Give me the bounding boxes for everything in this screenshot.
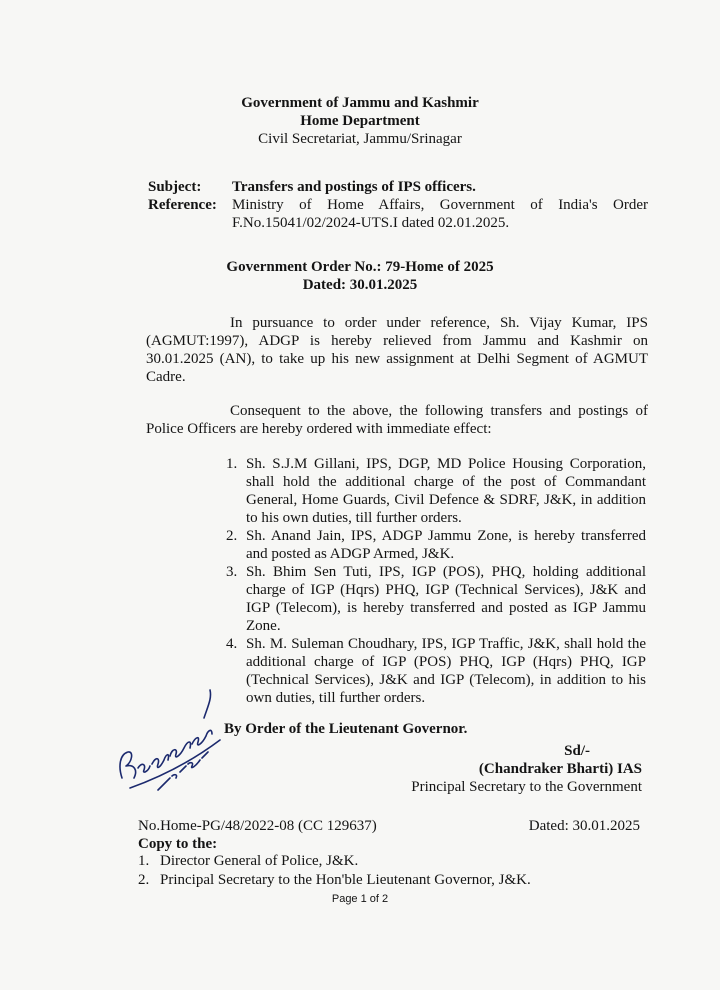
list-item-number: 2.: [226, 528, 238, 544]
signatory-title: Principal Secretary to the Government: [411, 779, 642, 795]
handwritten-signature: [108, 678, 248, 808]
list-item-number: 1.: [138, 853, 150, 869]
list-item-number: 2.: [138, 872, 150, 888]
list-item-text: Director General of Police, J&K.: [160, 853, 359, 869]
list-item-number: 1.: [226, 456, 238, 472]
reference-text-line2: F.No.15041/02/2024-UTS.I dated 02.01.2025.: [232, 215, 510, 231]
list-item-text: Sh. S.J.M Gillani, IPS, DGP, MD Police Housing Corporation, shall hold the additional charge of the post of Commandant General, Home Guards, Civil Defence & SDRF, J&K, in addition to his own duties, till further orders.: [246, 456, 646, 526]
subject-reference-block: [148, 178, 648, 232]
order-date: Dated: 30.01.2025: [302, 277, 418, 293]
transfer-list: [226, 455, 646, 707]
list-item-text: Sh. Bhim Sen Tuti, IPS, IGP (POS), PHQ, holding additional charge of IGP (Hqrs) PHQ, IGP (Technical Services), J&K and IGP (Telecom), is hereby transferred and posted as IGP Jammu Zone.: [246, 564, 646, 634]
by-order-line: By Order of the Lieutenant Governor.: [224, 721, 468, 737]
list-item-number: 4.: [226, 636, 238, 652]
reference-label: Reference:: [148, 197, 217, 213]
letterhead: [0, 94, 720, 148]
order-block: [0, 258, 720, 294]
paragraph-relief-text: In pursuance to order under reference, Sh. Vijay Kumar, IPS (AGMUT:1997), ADGP is hereby relieved from Jammu and Kashmir on 30.01.2025 (AN), to take up his new assignment at Delhi Segment of AGMUT Cadre.: [146, 315, 648, 385]
copy-to-list: [138, 852, 531, 890]
list-item: [226, 455, 646, 527]
paragraph-consequent-text: Consequent to the above, the following transfers and postings of Police Officers are hereby ordered with immediate effect:: [146, 403, 648, 437]
signature-block: [411, 742, 642, 796]
subject-row: [148, 178, 648, 196]
signatory-name: (Chandraker Bharti) IAS: [478, 761, 642, 777]
signature-sd: Sd/-: [564, 743, 590, 759]
reference-row: [148, 196, 648, 214]
list-item: [226, 527, 646, 563]
reference-date: Dated: 30.01.2025: [528, 818, 640, 834]
subject-text: Transfers and postings of IPS officers.: [232, 179, 476, 195]
subject-label: Subject:: [148, 179, 202, 195]
list-item: [138, 852, 531, 871]
list-item: [226, 635, 646, 707]
paragraph-relief: [146, 314, 648, 386]
paragraph-consequent: [146, 402, 648, 438]
list-item: [138, 871, 531, 890]
reference-number: No.Home-PG/48/2022-08 (CC 129637): [138, 818, 377, 834]
office-address: Civil Secretariat, Jammu/Srinagar: [258, 131, 462, 147]
order-number: Government Order No.: 79-Home of 2025: [226, 259, 494, 275]
list-item-text: Sh. Anand Jain, IPS, ADGP Jammu Zone, is hereby transferred and posted as ADGP Armed, J&K.: [246, 528, 646, 562]
reference-text-line1: Ministry of Home Affairs, Government of India's Order: [232, 197, 648, 213]
page-number: Page 1 of 2: [331, 893, 389, 905]
list-item-text: Principal Secretary to the Hon'ble Lieutenant Governor, J&K.: [160, 872, 531, 888]
copy-to-label: Copy to the:: [138, 836, 218, 852]
list-item-text: Sh. M. Suleman Choudhary, IPS, IGP Traffic, J&K, shall hold the additional charge of IGP (POS) PHQ, IGP (Hqrs) PHQ, IGP (Technical Services), J&K and IGP (Telecom), in addition to his own duties, till further orders.: [246, 636, 646, 706]
list-item-number: 3.: [226, 564, 238, 580]
government-title: Government of Jammu and Kashmir: [241, 95, 479, 111]
department-title: Home Department: [300, 113, 420, 129]
list-item: [226, 563, 646, 635]
reference-number-row: [138, 817, 640, 835]
